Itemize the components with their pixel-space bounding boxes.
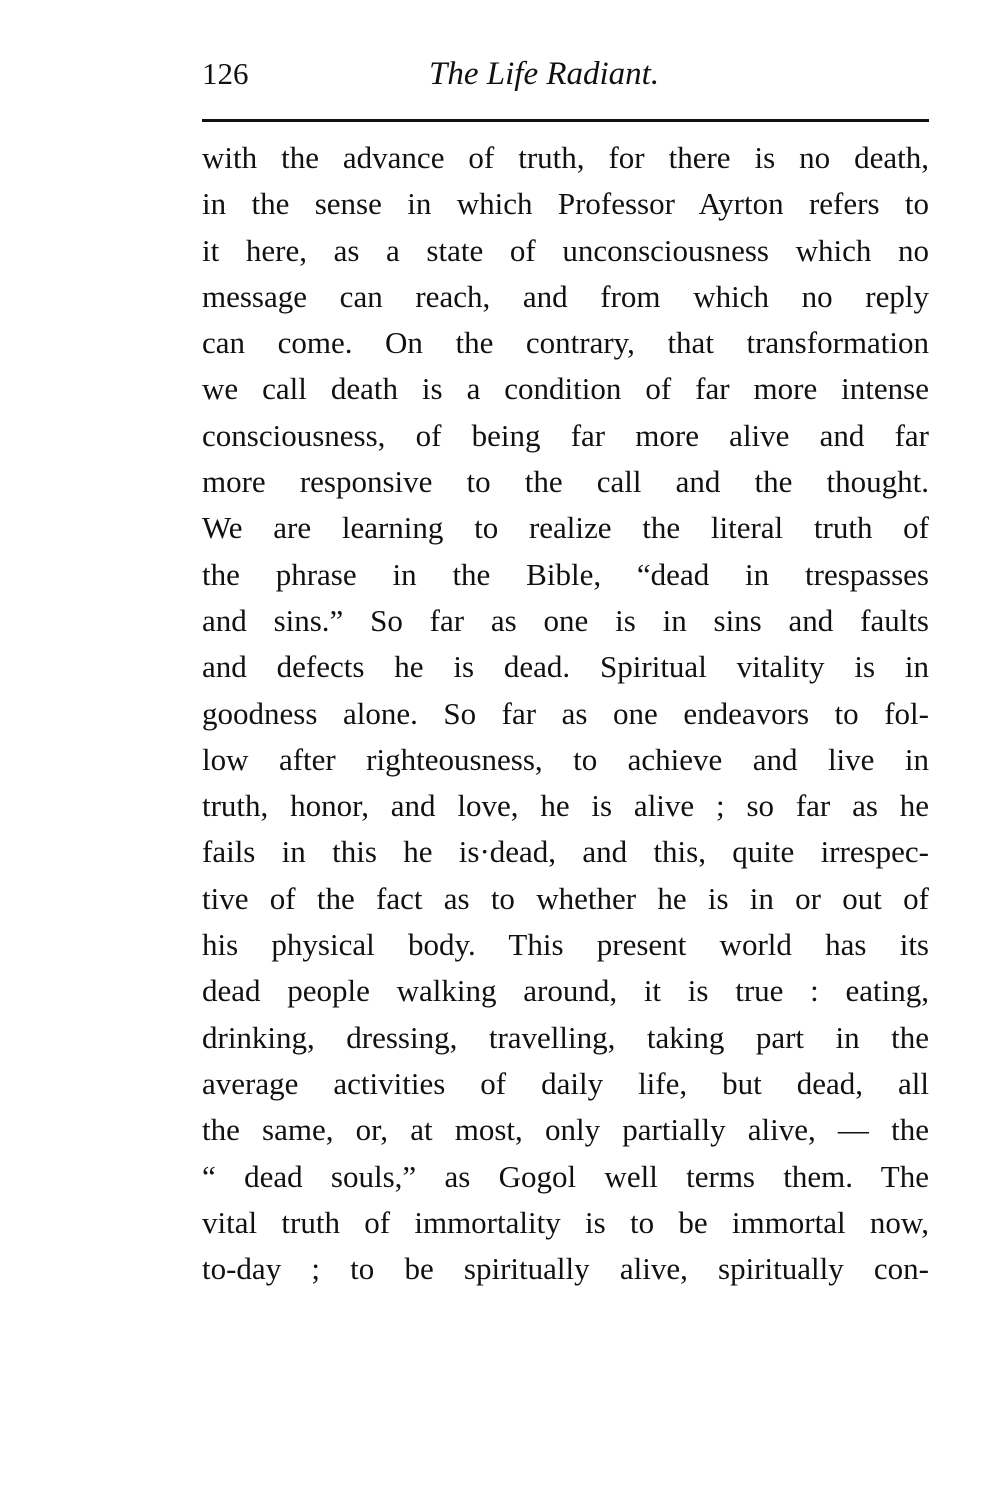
text-line: goodness alone. So far as one endeavors to fol- [202,695,929,731]
text-line: the phrase in the Bible, “dead in trespasses [202,556,929,592]
text-line: average activities of daily life, but dead, all [202,1065,929,1101]
text-line: we call death is a condition of far more intense [202,371,929,407]
header-rule [202,119,929,122]
text-line: message can reach, and from which no reply [202,278,929,314]
text-line: can come. On the contrary, that transformation [202,325,929,361]
text-line: with the advance of truth, for there is no death, [202,140,929,175]
page-number: 126 [202,56,249,91]
text-line: dead people walking around, it is true : eating, [202,973,929,1009]
running-title: The Life Radiant. [429,56,660,92]
text-line: it here, as a state of unconsciousness which no [202,232,929,268]
text-line: the same, or, at most, only partially alive, — the [202,1112,929,1148]
text-line: in the sense in which Professor Ayrton refers to [202,186,929,222]
text-line: and defects he is dead. Spiritual vitality is in [202,649,929,685]
text-line: drinking, dressing, travelling, taking part in the [202,1019,929,1055]
text-line: truth, honor, and love, he is alive ; so far as he [202,788,929,824]
text-line: We are learning to realize the literal truth of [202,510,929,546]
text-line: more responsive to the call and the thought. [202,464,929,500]
body-text [202,135,929,1292]
text-line: his physical body. This present world has its [202,927,929,963]
text-line: consciousness, of being far more alive and far [202,417,929,453]
text-line: tive of the fact as to whether he is in or out of [202,880,929,916]
text-line: to-day ; to be spiritually alive, spiritually con- [202,1251,929,1287]
running-header [202,52,929,102]
text-line: “ dead souls,” as Gogol well terms them. The [202,1158,929,1194]
text-line: fails in this he is·dead, and this, quite irrespec- [202,834,929,870]
text-line: low after righteousness, to achieve and live in [202,741,929,777]
text-line: and sins.” So far as one is in sins and faults [202,602,929,638]
text-line: vital truth of immortality is to be immortal now, [202,1204,929,1240]
